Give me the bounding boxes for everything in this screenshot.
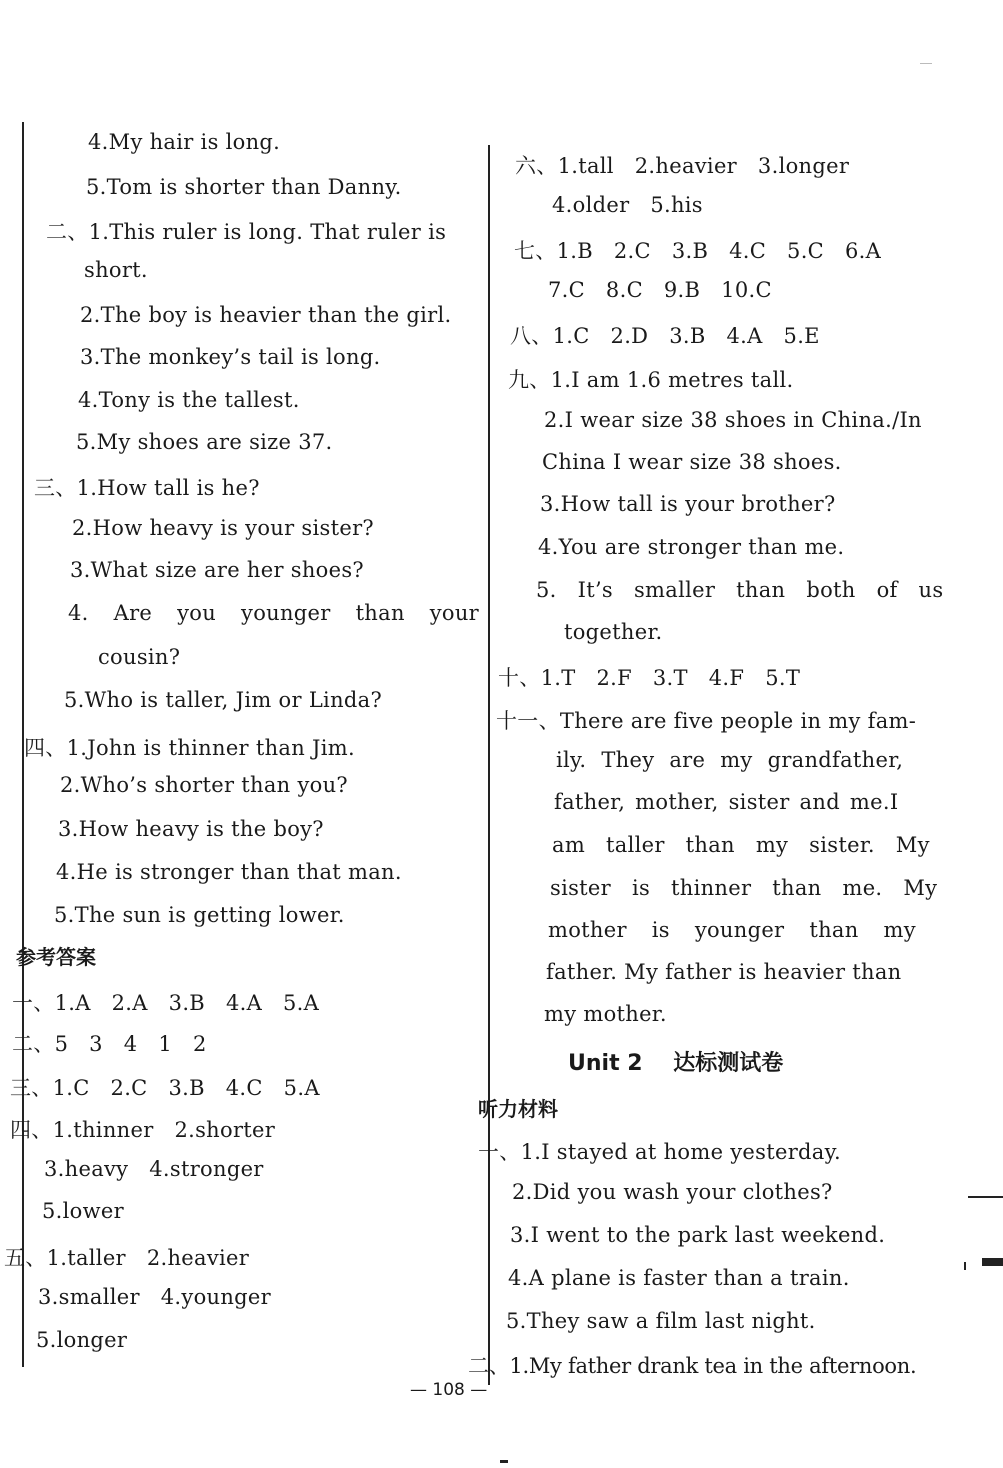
scan-edge-mark [920, 63, 932, 64]
text-line: 3.The monkey’s tail is long. [80, 345, 381, 369]
page-number: — 108 — [410, 1380, 488, 1400]
text-line: father. My father is heavier than [546, 960, 902, 984]
text-line: father, mother, sister and me.I [554, 790, 899, 814]
column-divider [488, 145, 490, 1385]
text-line: 2.The boy is heavier than the girl. [80, 303, 452, 327]
text-line: am taller than my sister. My [552, 833, 930, 857]
text-line: 5.My shoes are size 37. [76, 430, 333, 454]
text-line: 2.Did you wash your clothes? [512, 1180, 833, 1204]
answer-line: 7.C 8.C 9.B 10.C [548, 278, 772, 302]
answer-line: 3.smaller 4.younger [38, 1285, 271, 1309]
text-line: 5.Tom is shorter than Danny. [86, 175, 402, 199]
text-line: 二、1.This ruler is long. That ruler is [46, 220, 447, 244]
unit-title: Unit 2 达标测试卷 [568, 1051, 784, 1076]
answer-line: 五、1.taller 2.heavier [4, 1246, 250, 1270]
scan-edge-mark [982, 1258, 1003, 1266]
text-line: 4.He is stronger than that man. [56, 860, 402, 884]
text-line: together. [564, 620, 663, 644]
text-line: mother is younger than my [548, 918, 916, 942]
text-line: 4.My hair is long. [88, 130, 281, 154]
text-line: ily. They are my grandfather, [556, 748, 904, 772]
answer-line: 三、1.C 2.C 3.B 4.C 5.A [10, 1076, 320, 1100]
text-line: 3.What size are her shoes? [70, 558, 364, 582]
answers-heading: 参考答案 [16, 945, 96, 969]
answer-line: 3.heavy 4.stronger [44, 1157, 264, 1181]
answer-line: 5.longer [36, 1328, 128, 1352]
text-line: 4.A plane is faster than a train. [508, 1266, 850, 1290]
text-line: 四、1.John is thinner than Jim. [24, 736, 355, 760]
text-line: China I wear size 38 shoes. [542, 450, 842, 474]
text-line: 2.Who’s shorter than you? [60, 773, 348, 797]
text-line: 4.Tony is the tallest. [78, 388, 300, 412]
text-line: 5.They saw a film last night. [506, 1309, 816, 1333]
text-line: 4.You are stronger than me. [538, 535, 845, 559]
answer-line: 一、1.A 2.A 3.B 4.A 5.A [12, 991, 320, 1015]
answer-line: 4.older 5.his [552, 193, 703, 217]
scan-edge-mark [500, 1460, 508, 1463]
answer-line: 四、1.thinner 2.shorter [10, 1118, 276, 1142]
text-line: 十一、There are five people in my fam- [496, 709, 917, 733]
text-line: 3.How tall is your brother? [540, 492, 836, 516]
text-line: short. [84, 258, 148, 282]
text-line: 5.The sun is getting lower. [54, 903, 345, 927]
answer-line: 八、1.C 2.D 3.B 4.A 5.E [510, 324, 820, 348]
text-line: 5.Who is taller, Jim or Linda? [64, 688, 383, 712]
text-line: 4. Are you younger than your [68, 601, 480, 625]
scan-edge-mark [964, 1262, 966, 1270]
listening-heading: 听力材料 [478, 1097, 558, 1121]
text-line: my mother. [544, 1002, 667, 1026]
text-line: cousin? [98, 645, 181, 669]
answer-line: 十、1.T 2.F 3.T 4.F 5.T [498, 666, 801, 690]
answer-line: 七、1.B 2.C 3.B 4.C 5.C 6.A [514, 239, 882, 263]
text-line: 3.I went to the park last weekend. [510, 1223, 886, 1247]
text-line: 2.How heavy is your sister? [72, 516, 374, 540]
answer-line: 二、5 3 4 1 2 [12, 1032, 207, 1056]
answer-line: 5.lower [42, 1199, 124, 1223]
answer-line: 六、1.tall 2.heavier 3.longer [515, 154, 850, 178]
text-line: 三、1.How tall is he? [34, 476, 260, 500]
text-line: 二、1.My father drank tea in the afternoon. [468, 1354, 917, 1378]
text-line: sister is thinner than me. My [550, 876, 938, 900]
text-line: 5. It’s smaller than both of us [536, 578, 944, 602]
scan-edge-mark [968, 1196, 1003, 1198]
text-line: 3.How heavy is the boy? [58, 817, 324, 841]
text-line: 九、1.I am 1.6 metres tall. [508, 368, 794, 392]
text-line: 一、1.I stayed at home yesterday. [478, 1140, 841, 1164]
text-line: 2.I wear size 38 shoes in China./In [544, 408, 922, 432]
